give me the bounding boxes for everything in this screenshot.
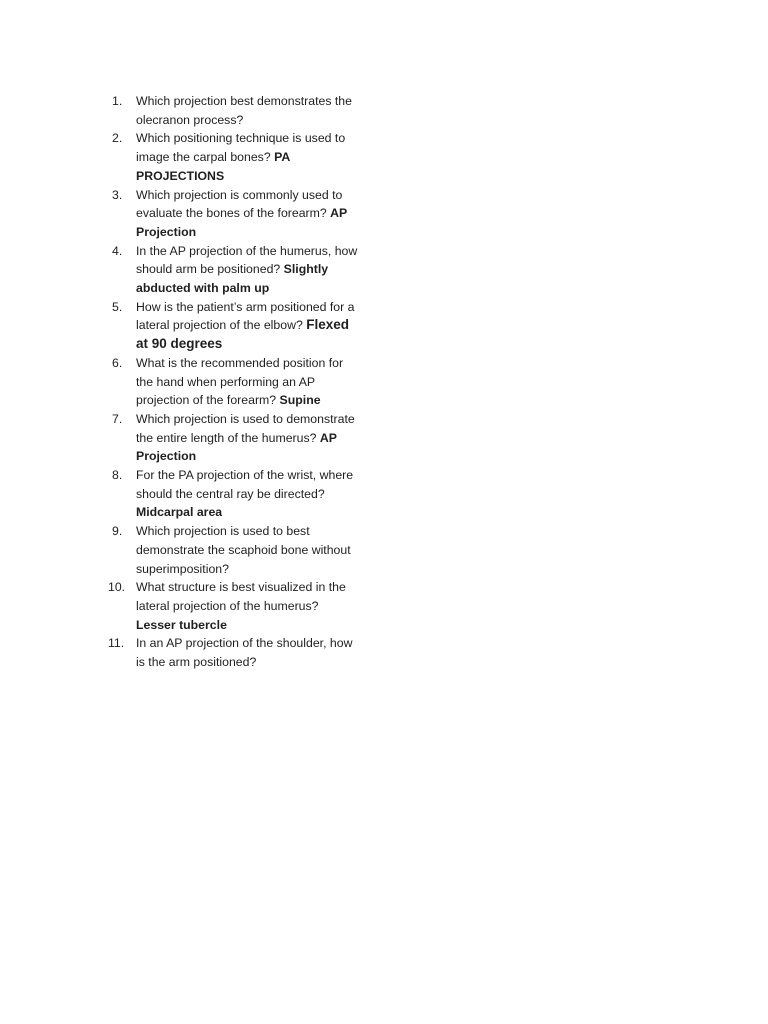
question-number: 10. — [108, 580, 126, 595]
question-text: What structure is best visualized in the lateral projection of the humerus? — [136, 580, 346, 613]
answer-text: AP Projection — [136, 430, 337, 464]
question-number: 7. — [112, 411, 123, 426]
question-text: Which projection best demonstrates the olecranon process? — [136, 94, 352, 127]
question-item — [108, 298, 370, 354]
question-text: Which projection is used to best demonstrate the scaphoid bone without superimposition? — [136, 524, 351, 576]
question-item — [108, 634, 370, 671]
question-number: 4. — [112, 243, 123, 258]
question-body — [136, 92, 360, 129]
question-number: 11. — [108, 636, 125, 651]
question-item — [108, 242, 370, 298]
question-number: 5. — [112, 299, 123, 314]
answer-text: Flexed at 90 degrees — [136, 317, 349, 352]
question-body — [136, 354, 360, 410]
question-text: For the PA projection of the wrist, where should the central ray be directed? — [136, 468, 354, 501]
question-body — [136, 129, 360, 185]
question-body — [136, 298, 360, 354]
question-text: In an AP projection of the shoulder, how is the arm positioned? — [136, 636, 353, 670]
answer-text: PA PROJECTIONS — [136, 150, 290, 183]
question-text: What is the recommended position for the hand when performing an AP projection of the forearm? — [136, 355, 344, 408]
question-body — [136, 634, 360, 671]
question-text: How is the patient’s arm positioned for a lateral projection of the elbow? — [136, 299, 355, 333]
question-body — [136, 522, 360, 578]
question-item — [108, 522, 370, 578]
question-number: 8. — [112, 468, 123, 483]
question-number: 2. — [112, 131, 123, 146]
question-body — [136, 242, 360, 298]
question-body — [136, 466, 360, 522]
question-item — [108, 129, 370, 185]
question-body — [136, 186, 360, 242]
question-item — [108, 92, 370, 129]
question-text: Which positioning technique is used to image the carpal bones? — [136, 131, 346, 165]
answer-text: Slightly abducted with palm up — [136, 262, 329, 296]
answer-text: AP Projection — [136, 206, 348, 239]
question-number: 1. — [112, 94, 123, 108]
question-item — [108, 578, 370, 634]
question-number: 9. — [112, 524, 123, 539]
question-item — [108, 410, 370, 466]
answer-text: Midcarpal area — [136, 505, 223, 520]
question-item — [108, 354, 370, 410]
question-number: 3. — [112, 187, 123, 202]
question-body — [136, 410, 360, 466]
question-text: Which projection is used to demonstrate the entire length of the humerus? — [136, 411, 355, 445]
question-text: Which projection is commonly used to evaluate the bones of the forearm? — [136, 187, 343, 221]
question-number: 6. — [112, 355, 123, 370]
question-text: In the AP projection of the humerus, how should arm be positioned? — [136, 243, 358, 277]
question-item — [108, 186, 370, 242]
answer-text: Supine — [279, 393, 321, 408]
question-item — [108, 466, 370, 522]
question-list — [108, 92, 370, 672]
question-body — [136, 578, 360, 634]
answer-text: Lesser tubercle — [136, 617, 227, 632]
